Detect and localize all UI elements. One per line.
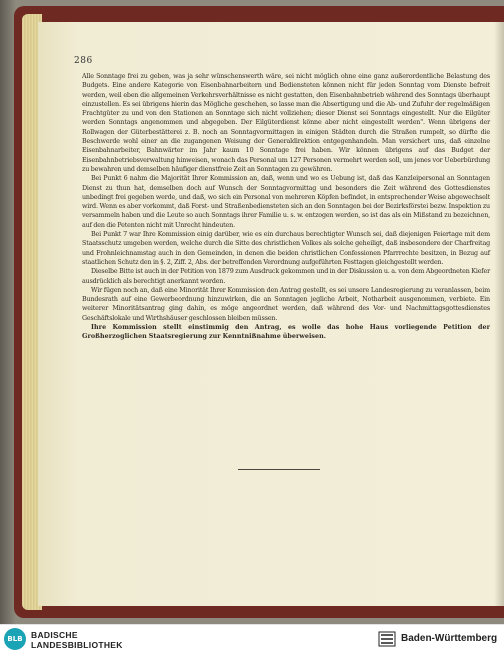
- blb-logo-icon[interactable]: BLB: [4, 628, 26, 650]
- paragraph-conclusion: Ihre Kommission stellt einstimmig den Antrag, es wolle das hohe Haus vorliegende Petition der Großherzoglichen Staatsregierung zur Kenntnißnahme überweisen.: [82, 324, 490, 341]
- page-number: 286: [74, 56, 93, 66]
- paragraph: Wir fügen noch an, daß eine Minorität Ihrer Kommission den Antrag gestellt, es sei unsere Landesregierung zu veranlassen, beim Bundesrath auf eine Gewerbeordnung hinzuwirken, die an Sonntagen jegliche Arbeit, Notharbeit ausgenommen, verbiete. Ein weiterer Minoritätsantrag ging dahin, es möge angeordnet werden, daß während des Vor- und Nachmittagsgottesdienstes Geschäftslokale und Wirthshäuser geschlossen bleiben müssen.: [82, 286, 490, 322]
- section-divider: [238, 469, 320, 470]
- library-name-line1: BADISCHE: [31, 630, 78, 640]
- paragraph: Dieselbe Bitte ist auch in der Petition von 1879 zum Ausdruck gekommen und in der Diskussion u. a. von dem Abgeordneten Kiefer ausdrücklich als berechtigt anerkannt worden.: [82, 268, 490, 285]
- paragraph: Bei Punkt 6 nahm die Majorität Ihrer Kommission an, daß, wenn und wo es Uebung ist, daß das Kanzleipersonal an Sonntagen Dienst zu thun hat, demselben doch auf Wunsch der Sonntagvormittag und besonders die Zeit während des Gottesdienstes unbedingt frei gegeben werde, und daß, wo sich ein Personal von mehreren Köpfen befindet, in entsprechender Weise abgewechselt wird. Wenn es aber vorkommt, daß Forst- und Straßenbediensteten sich an den Sonntagen bei der Bezirksförstei bezw. Inspektion zu versammeln haben und die Leute so auch Sonntags ihrer Familie u. s. w. entzogen werden, so ist das als ein Mißstand zu bezeichnen, auf den die Petenten nicht mit Unrecht hindeuten.: [82, 175, 490, 229]
- paragraph: Bei Punkt 7 war Ihre Kommission einig darüber, wie es ein durchaus berechtigter Wunsch sei, daß diejenigen Feiertage mit dem Staatsschutz umgeben werden, welche durch die Sitte des christlichen Volkes als solche geheiligt, daß insbesondere der Charfreitag und Frohnleichnamstag auch in den Gemeinden, in denen die beiden christlichen Confessionen Pfarrrechte besitzen, in Bezug auf staatlichen Schutz den in §. 2, Ziff. 2, Abs. der betreffenden Verordnung aufgeführten Festtagen gleichgestellt werden.: [82, 231, 490, 266]
- gutter-shade: [494, 22, 504, 606]
- page-body: [82, 72, 490, 342]
- state-lions-icon: [378, 631, 396, 647]
- state-name[interactable]: Baden-Württemberg: [401, 633, 498, 644]
- paragraph: Alle Sonntage frei zu geben, was ja sehr wünschenswerth wäre, sei nicht möglich ohne eine ganz außerordentliche Belastung des Budgets. Eine andere Kategorie von Eisenbahnarbeitern und Bediensteten können nicht für jeden Sonntag vom Dienste befreit werden, weil eben die allgemeinen Verkehrsverhältnisse es nicht gestatten, den Eisenbahnbetrieb während des Sonntags überhaupt einzustellen. Es sei übrigens hierin das Mögliche geschehen, so lasse man die Absertigung und die Ab- und Zufuhr der regelmäßigen Frachtgüter zu und von den Stationen an Sonntage sich nicht vollziehen; dieser Dienst sei Sonntags eingestellt. Nur die Eilgüter werden Sonntags angenommen und abgegeben. Der Eilgüterdienst könne aber nicht eingestellt werden". Wenn übrigens der Rollwagen der Güterbestätterei z. B. noch an Sonntagvormittagen in einigen Städten durch die Straßen rumpelt, so dürfte die Beschwerde wohl einer an die zugangenen Weisung der Generaldirektion entgegenhandeln. Man versichert uns, daß einzelne Eisenbahnarbeiter, Bahnwärter im Jahr kaum 10 Sonntage frei haben. Wir können übrigens auf das Budget der Eisenbahnbetriebsverwaltung hinweisen, wonach das Personal um 127 Personen vermehrt werden soll, um jenes vor Ueberbürdung zu bewahren und demselben häufiger dienstfreie Zeit an Sonntagen zu gewähren.: [82, 73, 490, 173]
- footer-bar: [0, 624, 504, 653]
- library-name[interactable]: [31, 630, 123, 650]
- library-name-line2: LANDESBIBLIOTHEK: [31, 640, 123, 650]
